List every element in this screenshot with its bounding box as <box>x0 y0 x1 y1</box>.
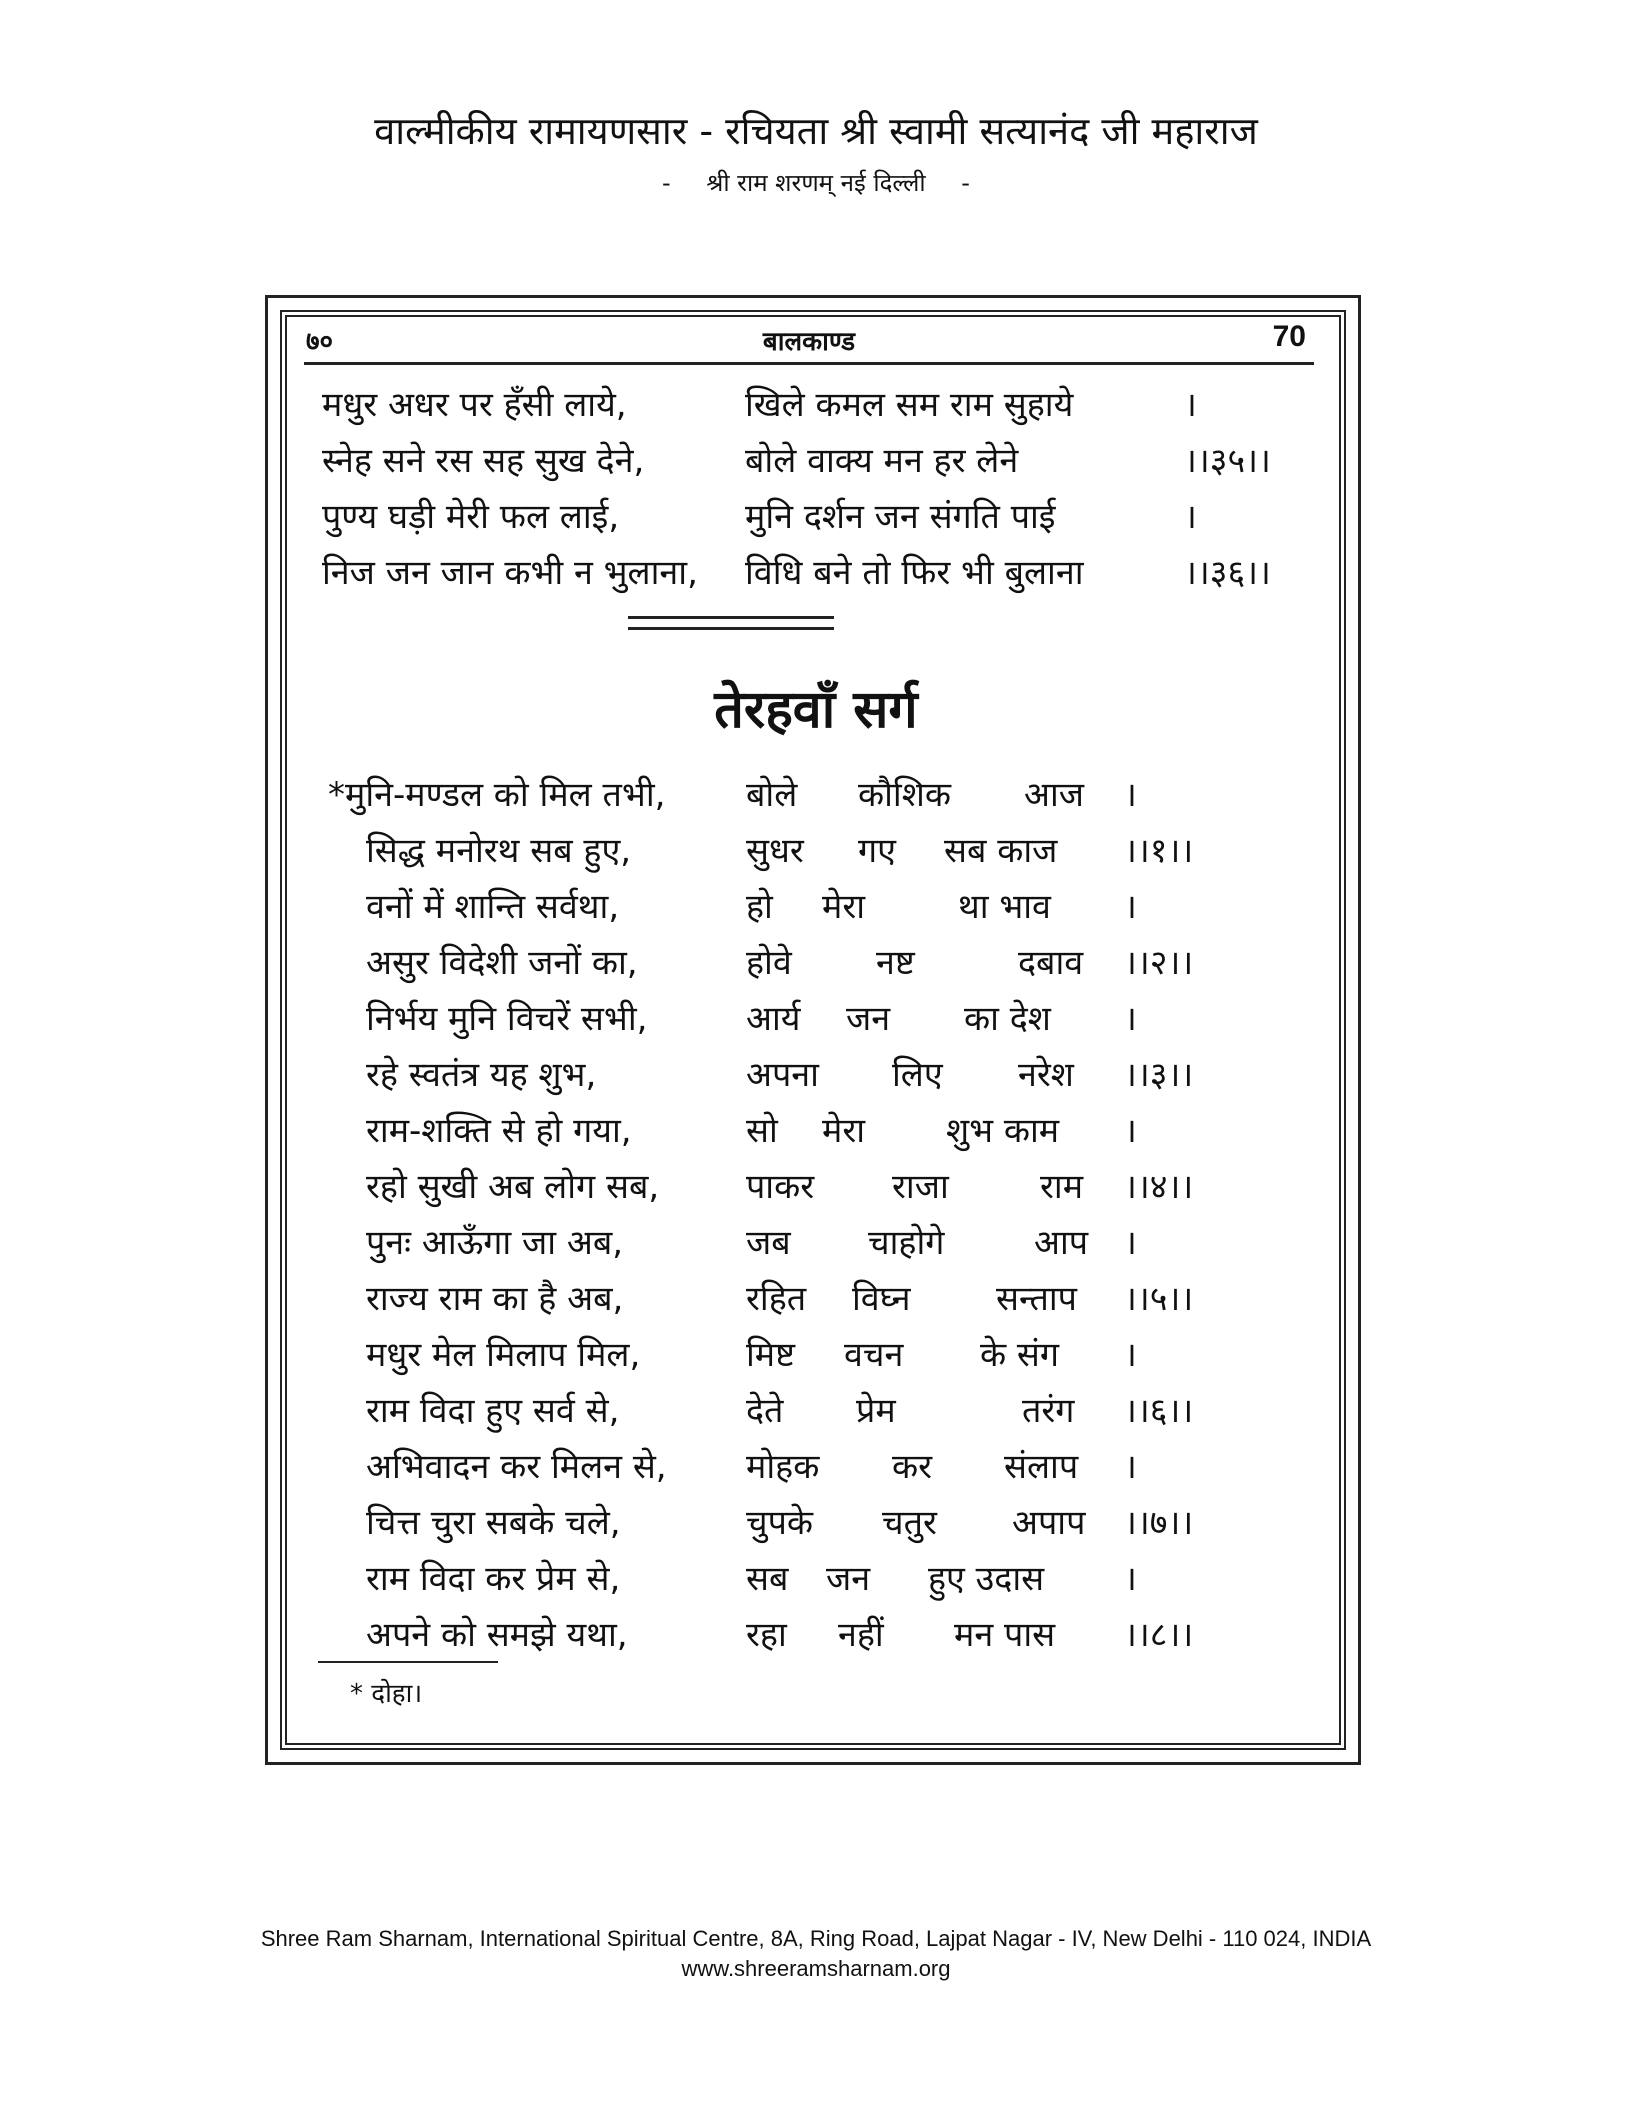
verse-9-a: पुनः आऊँगा जा अब, <box>366 1223 624 1263</box>
verse-6-d: नरेश <box>1018 1055 1074 1095</box>
verse-12-a: राम विदा हुए सर्व से, <box>366 1391 620 1431</box>
verse-14-n: ।।७।। <box>1124 1503 1194 1543</box>
verse-12-c: प्रेम <box>856 1391 896 1431</box>
verse-12-n: ।।६।। <box>1124 1391 1194 1431</box>
verse-10-d: सन्ताप <box>996 1279 1077 1319</box>
verse-9-b: जब <box>746 1223 791 1263</box>
verse-3-n: । <box>1124 887 1137 927</box>
verse-8-a: रहो सुखी अब लोग सब, <box>366 1167 660 1207</box>
document-title: वाल्मीकीय रामायणसार - रचियता श्री स्वामी सत्यानंद जी महाराज <box>374 109 1258 153</box>
verse-8-d: राम <box>1040 1167 1084 1207</box>
verse-2-c: गए <box>858 831 896 871</box>
verse-12-d: तरंग <box>1022 1391 1075 1431</box>
verse-6-n: ।।३।। <box>1124 1055 1194 1095</box>
verse-5-d: का देश <box>964 999 1051 1039</box>
verse-14-d: अपाप <box>1012 1503 1086 1543</box>
verse-11-d: के संग <box>980 1335 1060 1375</box>
verse-6-b: अपना <box>746 1055 819 1095</box>
verse-15-b: सब <box>746 1559 789 1599</box>
footnote: * दोहा। <box>350 1679 423 1709</box>
top-verse-1-n: । <box>1184 385 1197 425</box>
verse-4-b: होवे <box>746 943 792 983</box>
verse-6-a: रहे स्वतंत्र यह शुभ, <box>366 1055 597 1095</box>
verse-14-a: चित्त चुरा सबके चले, <box>366 1503 621 1543</box>
verse-15-c: जन <box>826 1559 871 1599</box>
verse-11-n: । <box>1124 1335 1137 1375</box>
verse-8-b: पाकर <box>746 1167 815 1207</box>
verse-13-a: अभिवादन कर मिलन से, <box>366 1447 667 1487</box>
verse-8-n: ।।४।। <box>1124 1167 1194 1207</box>
footer-address: Shree Ram Sharnam, International Spiritual Centre, 8A, Ring Road, Lajpat Nagar - IV, New Delhi - 110 024, INDIA <box>260 1926 1372 1951</box>
verse-1-d: आज <box>1024 775 1084 815</box>
verse-11-c: वचन <box>844 1335 904 1375</box>
verse-16-a: अपने को समझे यथा, <box>366 1615 628 1655</box>
verse-3-d: था भाव <box>958 887 1051 927</box>
verse-4-a: असुर विदेशी जनों का, <box>366 943 638 983</box>
top-verse-1-b: खिले कमल सम राम सुहाये <box>745 385 1074 425</box>
verse-7-b: सो <box>746 1111 778 1151</box>
verse-3-a: वनों में शान्ति सर्वथा, <box>366 887 620 927</box>
footnote-rule <box>318 1661 498 1663</box>
verse-8-c: राजा <box>892 1167 949 1207</box>
verse-6-c: लिए <box>892 1055 943 1095</box>
verse-2-d: सब काज <box>944 831 1058 871</box>
verse-1-b: बोले <box>746 775 798 815</box>
verse-16-n: ।।८।। <box>1124 1615 1194 1655</box>
subtitle-text: श्री राम शरणम् नई दिल्ली <box>706 169 926 197</box>
verse-5-n: । <box>1124 999 1137 1039</box>
verse-13-n: । <box>1124 1447 1137 1487</box>
verse-1-c: कौशिक <box>858 775 951 815</box>
verse-9-c: चाहोगे <box>868 1223 945 1263</box>
verse-1-a: *मुनि-मण्डल को मिल तभी, <box>328 775 666 815</box>
verse-12-b: देते <box>746 1391 784 1431</box>
verse-2-n: ।।१।। <box>1124 831 1194 871</box>
section-separator <box>628 616 834 630</box>
verse-2-a: सिद्ध मनोरथ सब हुए, <box>366 831 632 871</box>
verse-10-a: राज्य राम का है अब, <box>366 1279 624 1319</box>
verse-15-n: । <box>1124 1559 1137 1599</box>
verse-10-n: ।।५।। <box>1124 1279 1194 1319</box>
verse-9-d: आप <box>1034 1223 1089 1263</box>
verse-11-a: मधुर मेल मिलाप मिल, <box>366 1335 641 1375</box>
document-subtitle <box>0 166 1632 199</box>
verse-5-b: आर्य <box>746 999 801 1039</box>
verse-1-n: । <box>1124 775 1137 815</box>
verse-13-c: कर <box>892 1447 933 1487</box>
page-number: 70 <box>1272 320 1306 353</box>
top-verse-2-a: स्नेह सने रस सह सुख देने, <box>322 441 645 481</box>
section-title: बालकाण्ड <box>762 327 856 357</box>
footer-website[interactable]: www.shreeramsharnam.org <box>681 1956 951 1981</box>
top-verse-4-b: विधि बने तो फिर भी बुलाना <box>745 553 1084 593</box>
verse-11-b: मिष्ट <box>746 1335 795 1375</box>
verse-7-d: शुभ काम <box>946 1111 1060 1151</box>
verse-10-c: विघ्न <box>852 1279 911 1319</box>
verse-2-b: सुधर <box>746 831 804 871</box>
verse-16-d: मन पास <box>954 1615 1056 1655</box>
top-verse-4-n: ।।३६।। <box>1184 553 1271 593</box>
verse-13-b: मोहक <box>746 1447 820 1487</box>
verse-4-c: नष्ट <box>876 943 915 983</box>
verse-14-b: चुपके <box>746 1503 814 1543</box>
verse-9-n: । <box>1124 1223 1137 1263</box>
verse-14-c: चतुर <box>882 1503 937 1543</box>
verse-7-a: राम-शक्ति से हो गया, <box>366 1111 632 1151</box>
top-verse-2-b: बोले वाक्य मन हर लेने <box>745 441 1019 481</box>
sarga-title: तेरहवाँ सर्ग <box>714 680 918 740</box>
verse-15-d: हुए उदास <box>928 1559 1045 1599</box>
top-verse-2-n: ।।३५।। <box>1184 441 1271 481</box>
top-verse-4-a: निज जन जान कभी न भुलाना, <box>322 553 698 593</box>
top-verse-3-n: । <box>1184 497 1197 537</box>
top-verse-1-a: मधुर अधर पर हँसी लाये, <box>322 385 627 425</box>
verse-7-c: मेरा <box>822 1111 866 1151</box>
verse-5-c: जन <box>846 999 891 1039</box>
verse-4-n: ।।२।। <box>1124 943 1194 983</box>
verse-10-b: रहित <box>746 1279 807 1319</box>
top-verse-3-a: पुण्य घड़ी मेरी फल लाई, <box>322 497 620 537</box>
page-number-devanagari: ७० <box>306 327 334 357</box>
verse-13-d: संलाप <box>1004 1447 1079 1487</box>
verse-16-b: रहा <box>746 1615 787 1655</box>
top-verse-3-b: मुनि दर्शन जन संगति पाई <box>745 497 1056 537</box>
verse-3-c: मेरा <box>822 887 866 927</box>
verse-16-c: नहीं <box>838 1615 884 1655</box>
verse-15-a: राम विदा कर प्रेम से, <box>366 1559 621 1599</box>
verse-7-n: । <box>1124 1111 1137 1151</box>
verse-3-b: हो <box>746 887 773 927</box>
verse-4-d: दबाव <box>1018 943 1084 983</box>
subtitle-dash-left: - <box>662 169 671 197</box>
subtitle-dash-right: - <box>961 169 970 197</box>
verse-5-a: निर्भय मुनि विचरें सभी, <box>366 999 648 1039</box>
page-header <box>304 318 1314 365</box>
